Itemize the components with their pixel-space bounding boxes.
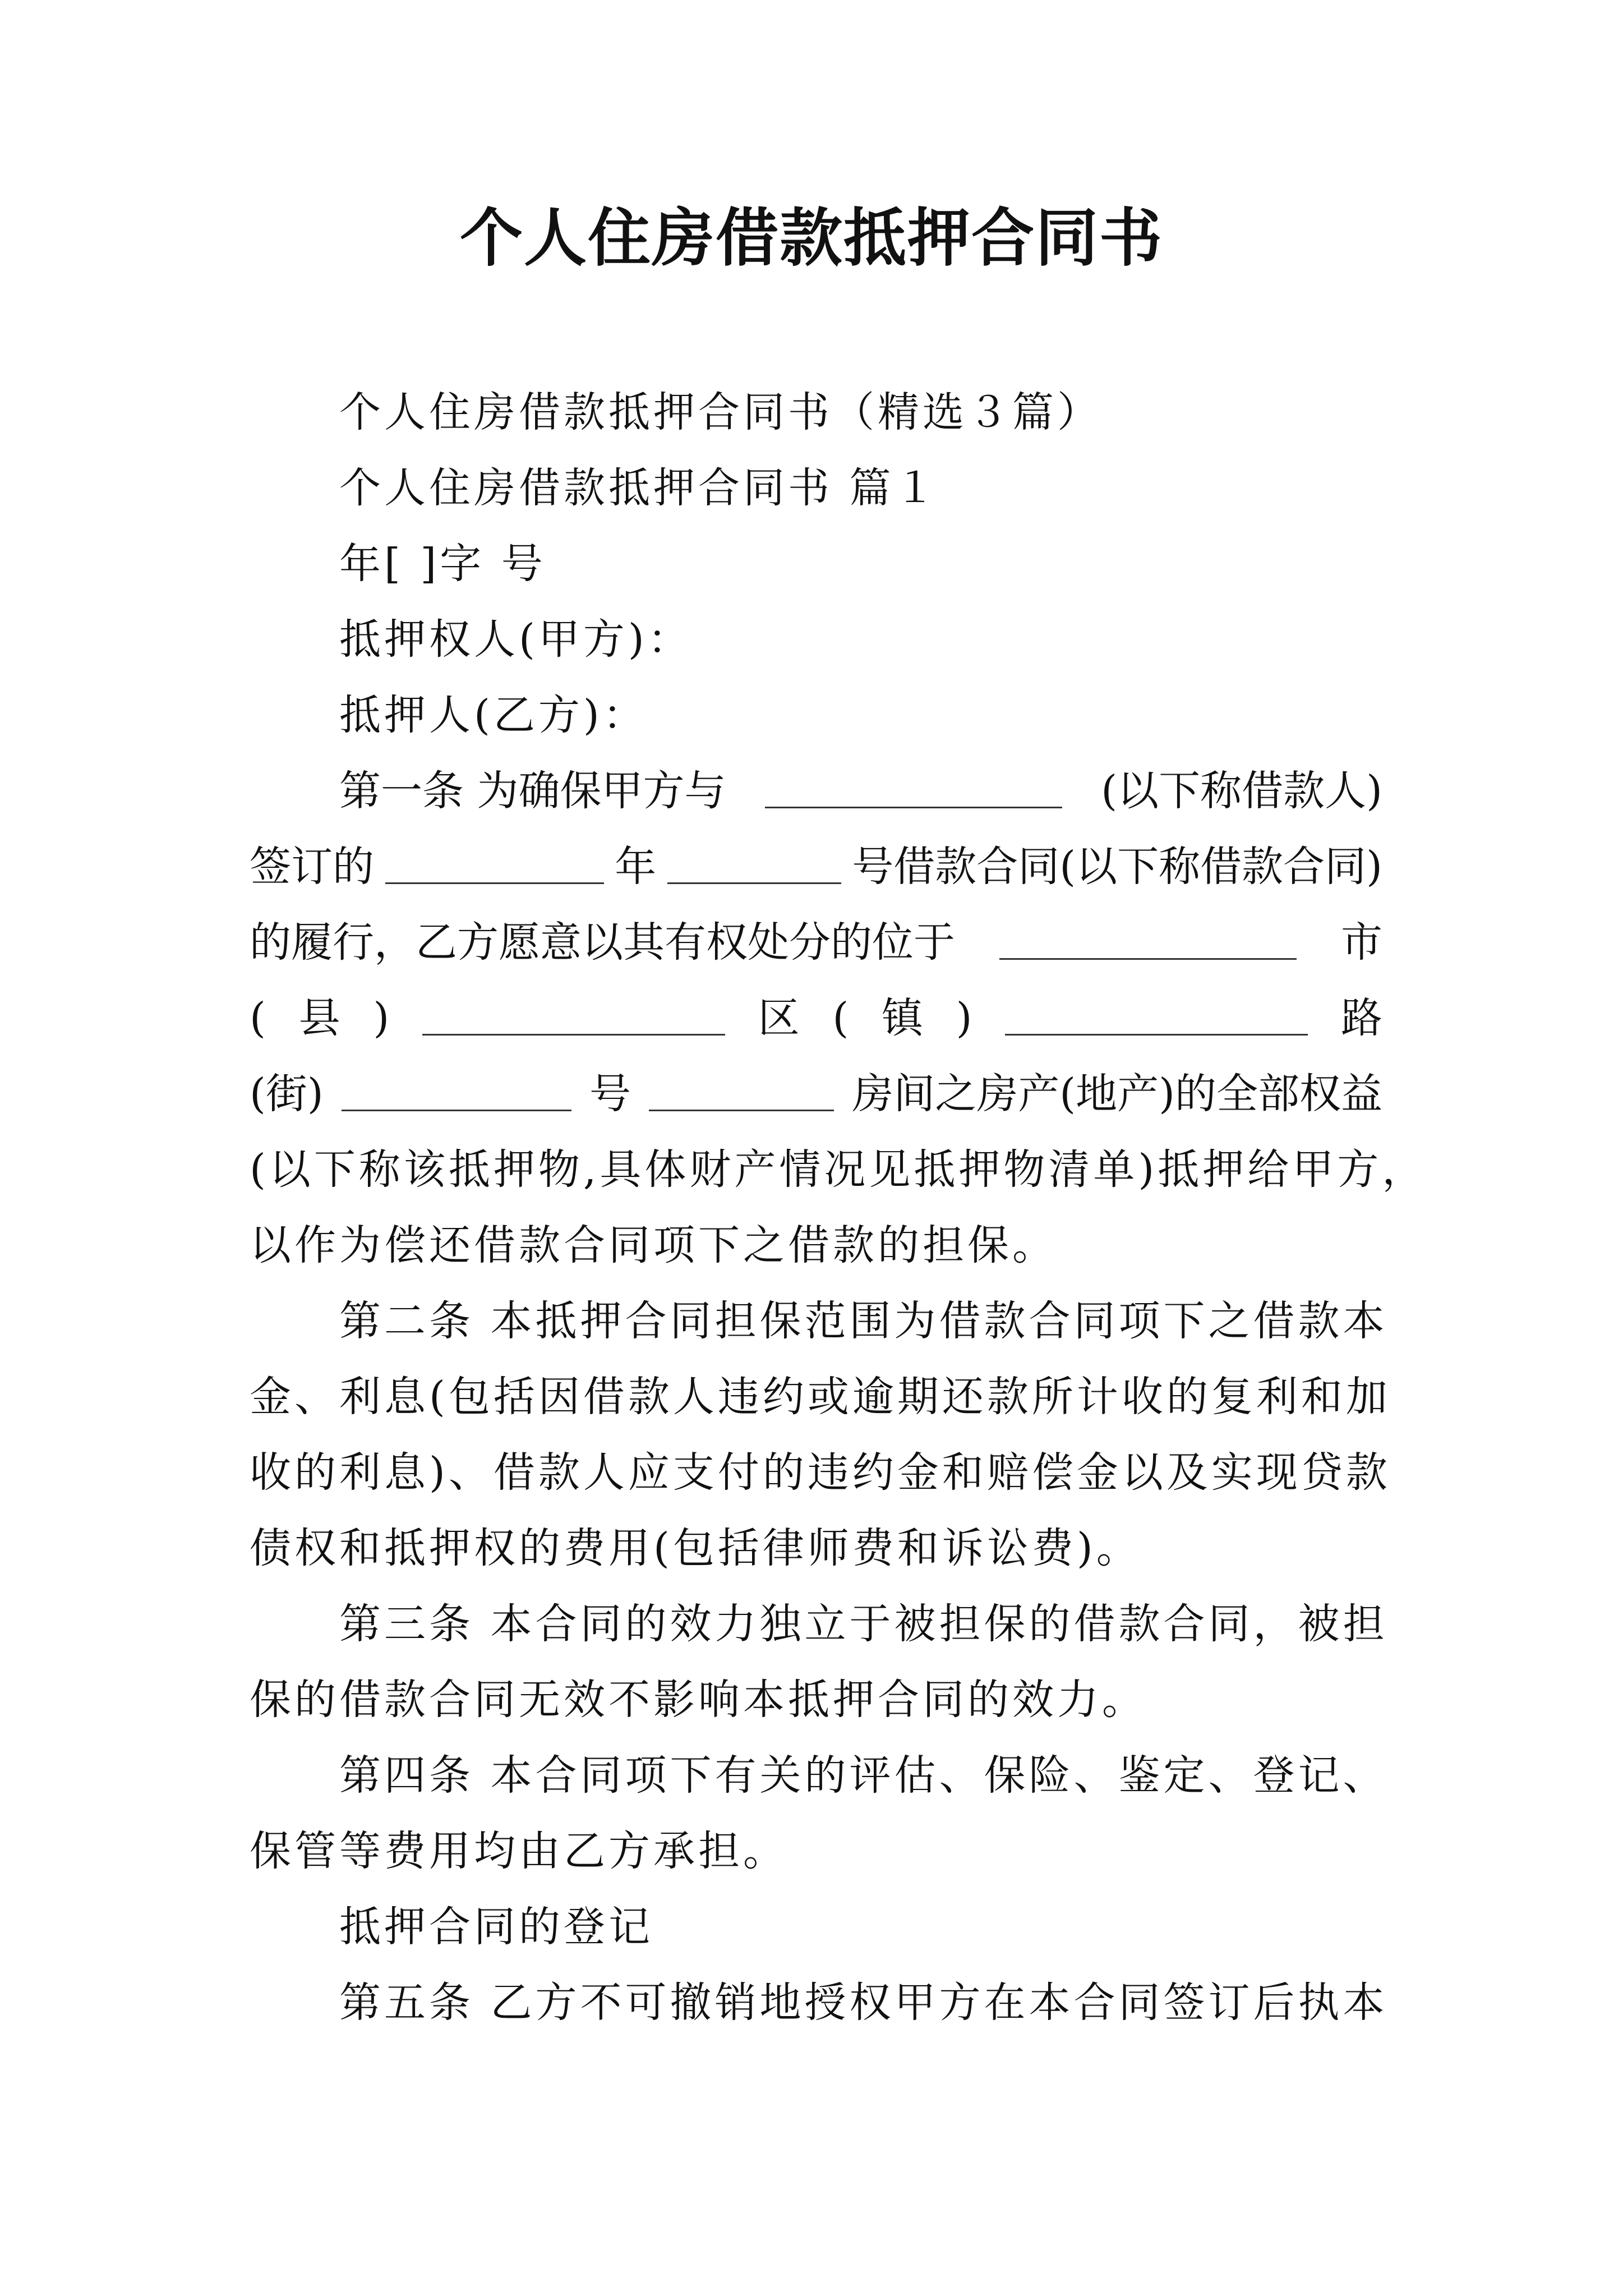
article-1-text: (	[250, 994, 266, 1042]
article-1-text: 年	[615, 843, 657, 891]
article-1-line-2	[250, 839, 1382, 895]
blank-underline	[999, 914, 1297, 960]
article-1-text: )	[373, 994, 390, 1042]
article-1-text: 第一条 为确保甲方与	[339, 767, 726, 815]
article-1-text: 号	[589, 1070, 631, 1118]
article-3-line: 保的借款合同无效不影响本抵押合同的效力。	[250, 1676, 1147, 1724]
article-4-line: 保管等费用均由乙方承担。	[250, 1827, 788, 1875]
blank-underline	[385, 839, 604, 884]
article-1-line-1	[339, 763, 1382, 819]
article-2-line: 收的利息)、借款人应支付的违约金和赔偿金以及实现贷款	[250, 1448, 1391, 1497]
article-1-text: 房间之房产(地产)的全部权益	[852, 1070, 1382, 1118]
article-1-line-3	[250, 914, 1382, 970]
blank-underline	[765, 763, 1062, 808]
section-heading: 个人住房借款抵押合同书 篇１	[339, 464, 939, 512]
document-subtitle: 个人住房借款抵押合同书（精选３篇）	[339, 388, 1102, 436]
article-1-line-6: (以下称该抵押物,具体财产情况见抵押物清单)抵押给甲方，	[250, 1145, 1427, 1194]
article-1-text: (以下称借款人)	[1101, 767, 1382, 815]
blank-underline	[342, 1066, 571, 1111]
article-1-text: 区	[758, 994, 800, 1042]
article-1-text: 县	[298, 994, 340, 1042]
article-3-line: 第三条 本合同的效力独立于被担保的借款合同，被担	[339, 1600, 1388, 1648]
registration-heading: 抵押合同的登记	[339, 1903, 653, 1951]
article-1-line-4	[250, 990, 1382, 1046]
article-1-text: 的履行，乙方愿意以其有权处分的位于	[250, 918, 955, 967]
blank-underline	[422, 990, 725, 1036]
article-5-line: 第五条 乙方不可撤销地授权甲方在本合同签订后执本	[339, 1978, 1388, 2027]
article-1-text: 路	[1340, 994, 1382, 1042]
article-1-text: (	[832, 994, 849, 1042]
document-number-line: 年[ ]字 号	[339, 540, 546, 588]
article-4-line: 第四条 本合同项下有关的评估、保险、鉴定、登记、	[339, 1751, 1388, 1800]
article-1-text: )	[956, 994, 972, 1042]
article-2-line: 债权和抵押权的费用(包括律师费和诉讼费)。	[250, 1524, 1141, 1572]
article-1-text: 镇	[881, 994, 923, 1042]
mortgagee-label: 抵押权人(甲方)：	[339, 615, 693, 664]
article-2-line: 金、利息(包括因借款人违约或逾期还款所计收的复利和加	[250, 1373, 1391, 1421]
blank-underline	[649, 1066, 834, 1111]
article-1-text: 签订的	[250, 843, 374, 891]
article-1-text: 号借款合同(以下称借款合同)	[852, 843, 1382, 891]
document-title: 个人住房借款抵押合同书	[460, 201, 1163, 275]
article-2-line: 第二条 本抵押合同担保范围为借款合同项下之借款本	[339, 1297, 1388, 1345]
article-1-line-5	[250, 1066, 1382, 1122]
article-1-text: 市	[1341, 918, 1382, 967]
article-1-text: (街)	[250, 1070, 324, 1118]
blank-underline	[667, 839, 841, 884]
article-1-line-7: 以作为偿还借款合同项下之借款的担保。	[250, 1221, 1057, 1269]
mortgagor-label: 抵押人(乙方)：	[339, 691, 648, 739]
blank-underline	[1005, 990, 1308, 1036]
